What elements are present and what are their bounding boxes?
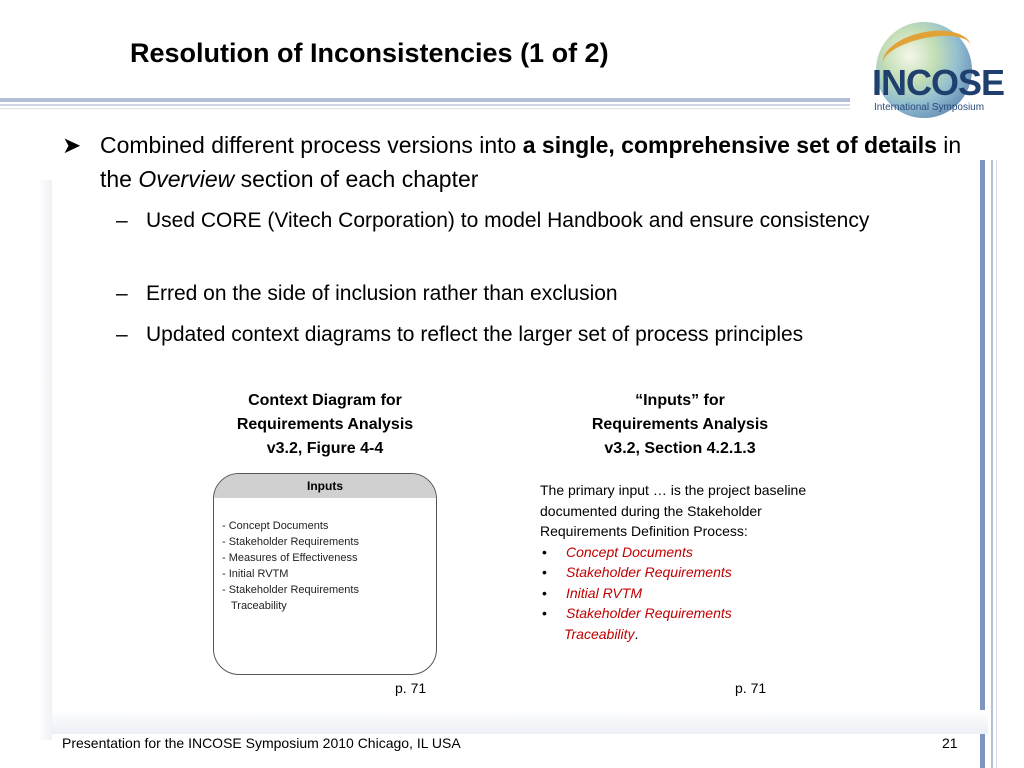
bullet-dot-icon: • (542, 584, 547, 601)
title-rule-secondary (0, 104, 850, 106)
quote-list-item-text: Stakeholder Requirements (566, 564, 732, 580)
main-bullet-italic: Overview (138, 166, 235, 192)
bullet-dot-icon: • (542, 543, 547, 560)
slide-title: Resolution of Inconsistencies (1 of 2) (130, 38, 609, 68)
main-bullet-bold: a single, comprehensive set of details (522, 132, 937, 158)
sub-bullet-text: Used CORE (Vitech Corporation) to model Handbook and ensure consistency (146, 209, 870, 232)
title-rule-tertiary (0, 108, 850, 109)
quote-list-item-text: Stakeholder Requirements (566, 605, 732, 621)
title-rule (0, 98, 850, 102)
diagram-header: Inputs (214, 474, 436, 498)
slide-number: 21 (942, 735, 958, 751)
dash-bullet-icon: – (116, 282, 128, 305)
context-diagram (213, 473, 437, 675)
footer-text: Presentation for the INCOSE Symposium 2010 Chicago, IL USA (62, 735, 461, 751)
quote-list-item (540, 542, 830, 563)
diagram-item: Traceability (222, 600, 287, 612)
incose-logo (852, 18, 1018, 122)
left-caption-line: v3.2, Figure 4-4 (266, 440, 384, 457)
quote-list-item (540, 562, 830, 583)
main-bullet-part-2: in the (100, 132, 962, 192)
bullet-dot-icon: • (542, 564, 547, 580)
quote-list-item-text: Concept Documents (566, 543, 693, 560)
quote-intro: The primary input … is the project baseline documented during the Stakeholder Requirements Definition Process: (540, 482, 807, 539)
right-caption-line: Requirements Analysis (591, 416, 769, 433)
quote-list-item (540, 583, 830, 604)
right-page-ref: p. 71 (735, 680, 767, 696)
bullet-dot-icon: • (542, 605, 547, 621)
right-rule-secondary (991, 160, 993, 768)
sub-bullet-text: Erred on the side of inclusion rather than exclusion (146, 282, 618, 305)
left-caption-line: Requirements Analysis (236, 416, 414, 433)
diagram-item: - Concept Documents (222, 520, 329, 532)
quote-tail-period: . (634, 625, 639, 642)
dash-bullet-icon: – (116, 323, 128, 346)
right-caption-line: v3.2, Section 4.2.1.3 (604, 440, 756, 457)
diagram-list (222, 518, 359, 614)
main-bullet-part-1: Combined different process versions into (100, 132, 523, 158)
main-bullet-text (100, 128, 970, 196)
diagram-item: - Stakeholder Requirements (222, 584, 359, 596)
right-rule-tertiary (996, 160, 997, 768)
diagram-item: - Initial RVTM (222, 568, 289, 580)
sub-bullet-text: Updated context diagrams to reflect the larger set of process principles (146, 323, 804, 346)
handbook-quote (540, 480, 830, 644)
quote-list-item-text: Initial RVTM (566, 584, 642, 601)
diagram-item: - Stakeholder Requirements (222, 536, 359, 548)
arrow-bullet-icon: ➤ (62, 132, 82, 158)
right-caption (555, 389, 805, 461)
left-caption (200, 389, 450, 461)
logo-subtitle: International Symposium (874, 102, 985, 113)
bottom-shadow (38, 710, 988, 734)
main-bullet-part-3: section of each chapter (234, 166, 479, 192)
quote-tail (540, 624, 830, 645)
dash-bullet-icon: – (116, 209, 128, 232)
left-caption-line: Context Diagram for (248, 392, 402, 409)
quote-list-item (540, 603, 830, 624)
logo-name: INCOSE (872, 62, 1005, 103)
left-page-ref: p. 71 (395, 680, 427, 696)
right-caption-line: “Inputs” for (635, 392, 725, 409)
quote-tail-text: Traceability (564, 625, 635, 642)
left-shadow (38, 180, 52, 740)
diagram-item: - Measures of Effectiveness (222, 552, 358, 564)
right-rule (980, 160, 985, 768)
